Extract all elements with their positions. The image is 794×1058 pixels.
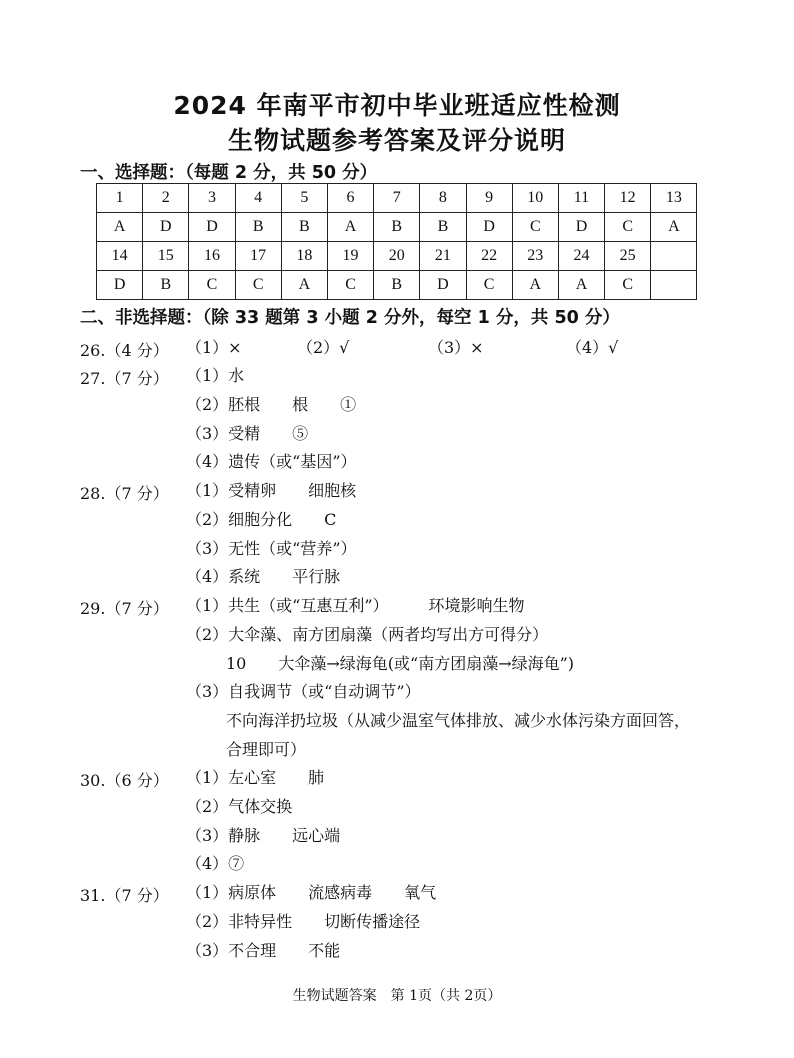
q29-label: 29.（7 分） bbox=[80, 599, 169, 618]
answer-cell: C bbox=[235, 271, 281, 300]
question-number-cell: 19 bbox=[327, 242, 373, 271]
table-row-answers-1 bbox=[97, 213, 697, 242]
table-row-answers-2 bbox=[97, 271, 697, 300]
q29-part-3-cont: 不向海洋扔垃圾（从减少温室气体排放、减少水体污染方面回答， bbox=[226, 711, 691, 730]
answer-cell: B bbox=[374, 213, 420, 242]
question-number-cell: 8 bbox=[420, 184, 466, 213]
answer-cell: A bbox=[327, 213, 373, 242]
q26-label: 26.（4 分） bbox=[80, 341, 169, 360]
answer-cell: B bbox=[420, 213, 466, 242]
document-subtitle: 生物试题参考答案及评分说明 bbox=[227, 126, 566, 155]
q29-part-3-cont2: 合理即可） bbox=[226, 740, 307, 759]
section2-heading: 二、非选择题：（除 33 题第 3 小题 2 分外，每空 1 分，共 50 分） bbox=[80, 308, 620, 328]
answer-cell: A bbox=[558, 271, 604, 300]
q30-part-1: （1）左心室 肺 bbox=[186, 768, 325, 787]
question-number-cell: 6 bbox=[327, 184, 373, 213]
q28-part-2: （2）细胞分化 C bbox=[186, 510, 337, 529]
q31-part-1: （1）病原体 流感病毒 氧气 bbox=[186, 883, 437, 902]
q26-answer-4: （4）√ bbox=[566, 338, 619, 357]
question-number-cell: 1 bbox=[97, 184, 143, 213]
question-number-cell: 17 bbox=[235, 242, 281, 271]
q26-answer-2: （2）√ bbox=[297, 338, 350, 357]
answer-cell: C bbox=[605, 271, 651, 300]
answer-cell: B bbox=[235, 213, 281, 242]
question-number-cell: 3 bbox=[189, 184, 235, 213]
answer-table bbox=[96, 183, 697, 300]
answer-cell: D bbox=[143, 213, 189, 242]
q27-label: 27.（7 分） bbox=[80, 369, 169, 388]
question-number-cell: 16 bbox=[189, 242, 235, 271]
answer-cell: C bbox=[512, 213, 558, 242]
question-number-cell: 25 bbox=[605, 242, 651, 271]
q29-part-1: （1）共生（或“互惠互利”） 环境影响生物 bbox=[186, 596, 525, 615]
table-row-numbers-2 bbox=[97, 242, 697, 271]
q27-part-4: （4）遗传（或“基因”） bbox=[186, 452, 357, 471]
answer-cell: A bbox=[97, 213, 143, 242]
question-number-cell bbox=[651, 242, 697, 271]
question-number-cell: 14 bbox=[97, 242, 143, 271]
q30-part-2: （2）气体交换 bbox=[186, 797, 293, 816]
answer-cell: D bbox=[189, 213, 235, 242]
question-number-cell: 11 bbox=[558, 184, 604, 213]
q30-part-3: （3）静脉 远心端 bbox=[186, 826, 341, 845]
question-number-cell: 18 bbox=[281, 242, 327, 271]
question-number-cell: 15 bbox=[143, 242, 189, 271]
question-number-cell: 22 bbox=[466, 242, 512, 271]
section1-heading: 一、选择题：（每题 2 分，共 50 分） bbox=[80, 163, 378, 183]
answer-cell: D bbox=[558, 213, 604, 242]
q31-label: 31.（7 分） bbox=[80, 886, 169, 905]
answer-cell: A bbox=[512, 271, 558, 300]
answer-cell: D bbox=[420, 271, 466, 300]
q28-part-1: （1）受精卵 细胞核 bbox=[186, 481, 357, 500]
q28-part-4: （4）系统 平行脉 bbox=[186, 567, 341, 586]
q29-part-3: （3）自我调节（或“自动调节”） bbox=[186, 682, 421, 701]
q30-part-4: （4）⑦ bbox=[186, 854, 245, 873]
q27-part-1: （1）水 bbox=[186, 366, 245, 385]
answer-cell: B bbox=[374, 271, 420, 300]
answer-cell: C bbox=[189, 271, 235, 300]
answer-cell: A bbox=[281, 271, 327, 300]
question-number-cell: 23 bbox=[512, 242, 558, 271]
q31-part-2: （2）非特异性 切断传播途径 bbox=[186, 912, 421, 931]
question-number-cell: 20 bbox=[374, 242, 420, 271]
q29-part-2: （2）大伞藻、南方团扇藻（两者均写出方可得分） bbox=[186, 625, 549, 644]
answer-cell: C bbox=[605, 213, 651, 242]
question-number-cell: 7 bbox=[374, 184, 420, 213]
answer-cell: D bbox=[97, 271, 143, 300]
page-footer: 生物试题答案 第 1页（共 2页） bbox=[292, 988, 502, 1004]
answer-cell: C bbox=[327, 271, 373, 300]
question-number-cell: 2 bbox=[143, 184, 189, 213]
answer-cell: B bbox=[143, 271, 189, 300]
q26-answer-1: （1）× bbox=[186, 338, 242, 357]
question-number-cell: 5 bbox=[281, 184, 327, 213]
question-number-cell: 9 bbox=[466, 184, 512, 213]
q27-part-2: （2）胚根 根 ① bbox=[186, 395, 357, 414]
question-number-cell: 13 bbox=[651, 184, 697, 213]
question-number-cell: 4 bbox=[235, 184, 281, 213]
question-number-cell: 21 bbox=[420, 242, 466, 271]
q29-part-2-cont: 10 大伞藻→绿海龟(或“南方团扇藻→绿海龟”) bbox=[226, 654, 575, 673]
question-number-cell: 24 bbox=[558, 242, 604, 271]
answer-cell bbox=[651, 271, 697, 300]
question-number-cell: 12 bbox=[605, 184, 651, 213]
q27-part-3: （3）受精 ⑤ bbox=[186, 424, 309, 443]
q31-part-3: （3）不合理 不能 bbox=[186, 941, 341, 960]
table-row-numbers-1 bbox=[97, 184, 697, 213]
question-number-cell: 10 bbox=[512, 184, 558, 213]
q26-answer-3: （3）× bbox=[428, 338, 484, 357]
q30-label: 30.（6 分） bbox=[80, 771, 169, 790]
answer-cell: B bbox=[281, 213, 327, 242]
document-title: 2024 年南平市初中毕业班适应性检测 bbox=[173, 91, 621, 120]
answer-cell: C bbox=[466, 271, 512, 300]
q28-part-3: （3）无性（或“营养”） bbox=[186, 539, 357, 558]
answer-cell: A bbox=[651, 213, 697, 242]
answer-cell: D bbox=[466, 213, 512, 242]
q28-label: 28.（7 分） bbox=[80, 484, 169, 503]
